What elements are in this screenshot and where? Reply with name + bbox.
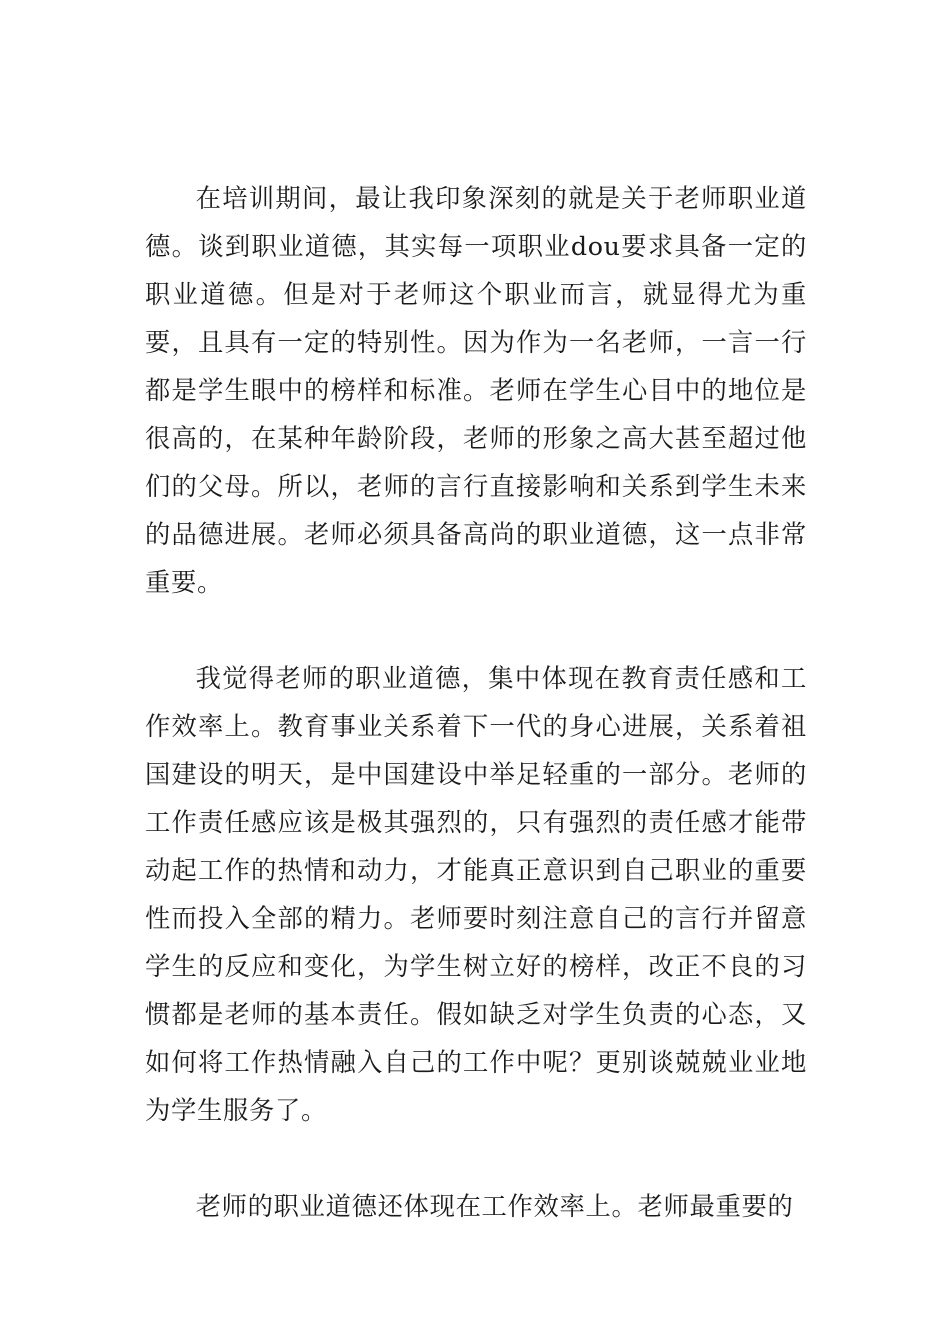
paragraph-1: 在培训期间，最让我印象深刻的就是关于老师职业道德。谈到职业道德，其实每一项职业dou要求具备一定的职业道德。但是对于老师这个职业而言，就显得尤为重要，且具有一定的特别性。因为作为一名老师，一言一行都是学生眼中的榜样和标准。老师在学生心目中的地位是很高的，在某种年龄阶段，老师的形象之高大甚至超过他们的父母。所以，老师的言行直接影响和关系到学生未来的品德进展。老师必须具备高尚的职业道德，这一点非常重要。 [145,184,807,597]
document-body [145,175,807,1231]
paragraph-3: 老师的职业道德还体现在工作效率上。老师最重要的 [195,1192,794,1221]
paragraph-2: 我觉得老师的职业道德，集中体现在教育责任感和工作效率上。教育事业关系着下一代的身心进展，关系着祖国建设的明天，是中国建设中举足轻重的一部分。老师的工作责任感应该是极其强烈的，只有强烈的责任感才能带动起工作的热情和动力，才能真正意识到自己职业的重要性而投入全部的精力。老师要时刻注意自己的言行并留意学生的反应和变化，为学生树立好的榜样，改正不良的习惯都是老师的基本责任。假如缺乏对学生负责的心态，又如何将工作热情融入自己的工作中呢？更别谈兢兢业业地为学生服务了。 [145,664,807,1125]
